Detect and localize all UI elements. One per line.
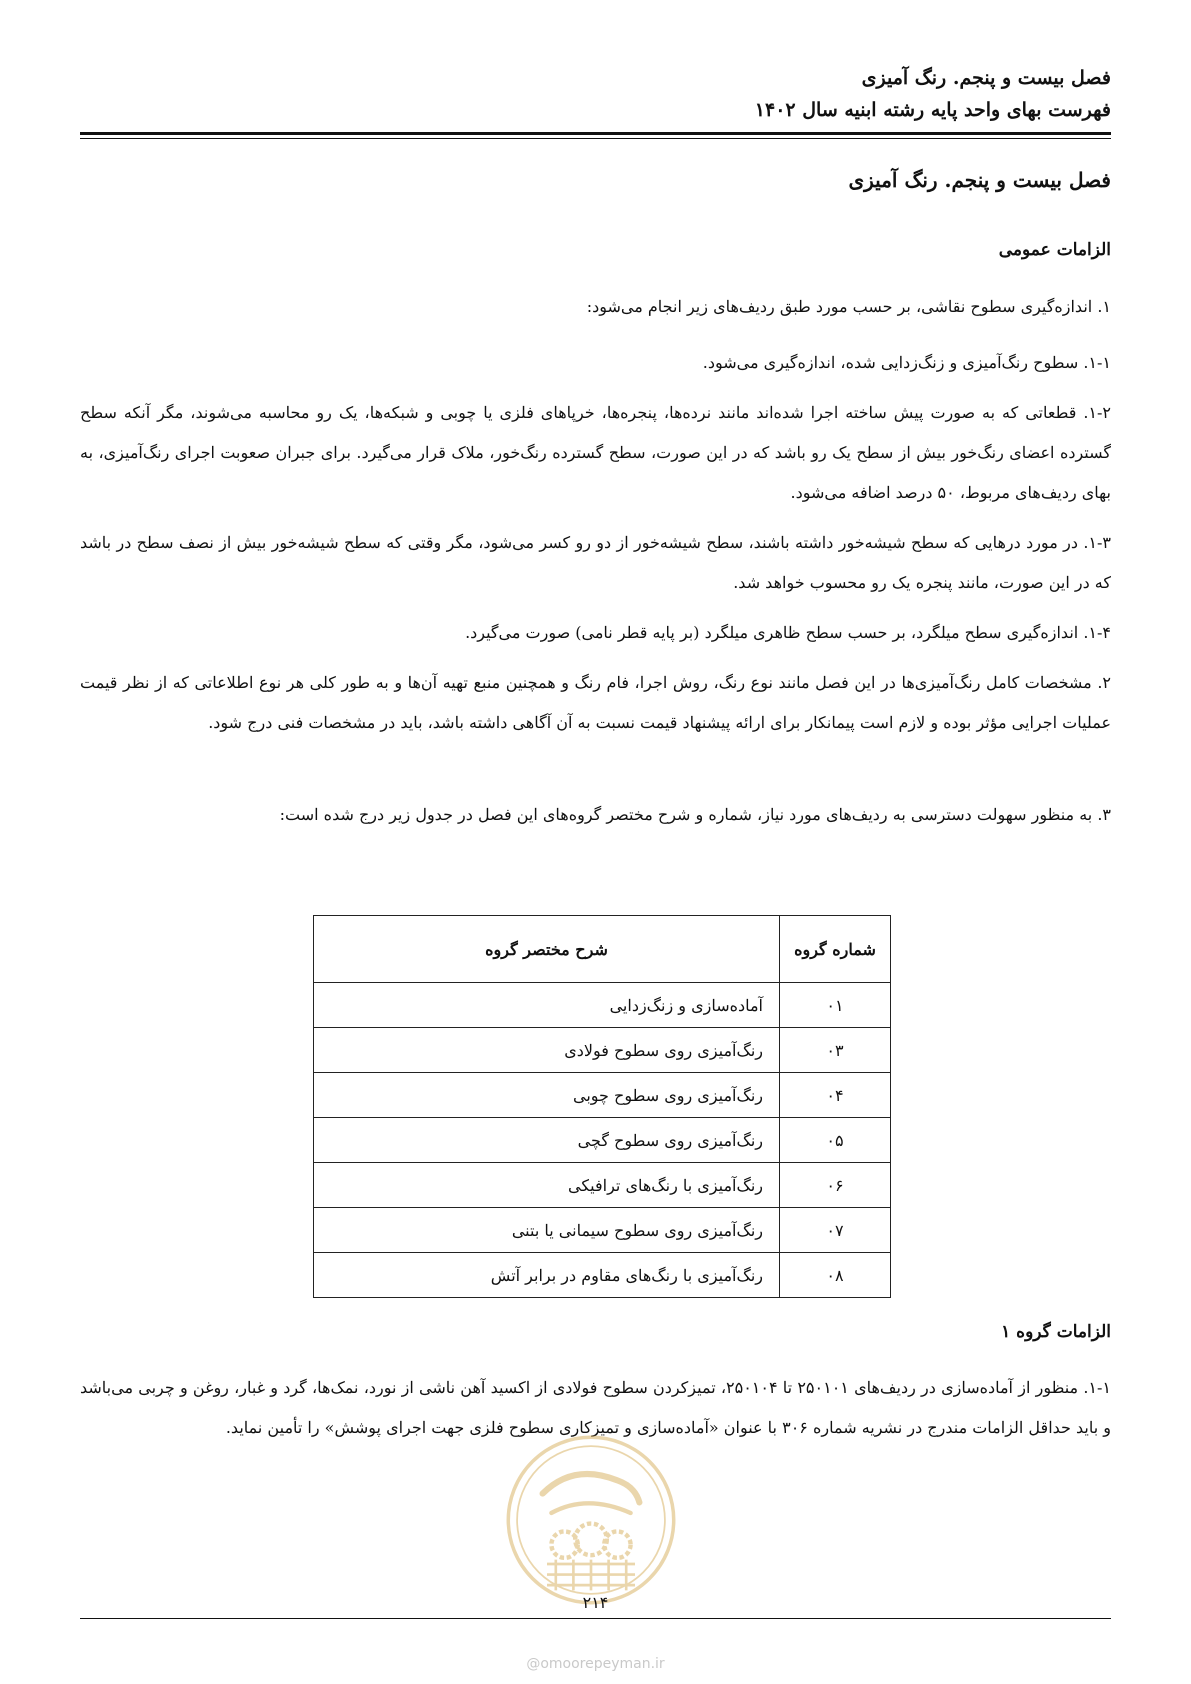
chapter-title: فصل بیست و پنجم. رنگ آمیزی (848, 168, 1111, 192)
seal-watermark-icon (503, 1432, 679, 1608)
groups-table (313, 915, 891, 1298)
table-row (314, 983, 891, 1028)
paragraph-1-2: ۱-۲. قطعاتی که به صورت پیش ساخته اجرا شده‌اند مانند نرده‌ها، پنجره‌ها، خرپاهای فلزی یا چوبی و شبکه‌ها، یک رو محاسبه می‌شوند، مگر آنکه سطح گسترده اعضای رنگ‌خور بیش از سطح یک رو باشد که در این صورت، سطح گسترده رنگ‌خور، ملاک قرار می‌گیرد. برای جبران صعوبت اجرای رنگ‌آمیزی، به بهای ردیف‌های مربوط، ۵۰ درصد اضافه می‌شود. (80, 403, 1111, 502)
group-number-cell: ۰۵ (780, 1118, 891, 1163)
column-header-group-number: شماره گروه (780, 916, 891, 983)
table-row (314, 1028, 891, 1073)
table-header-row (314, 916, 891, 983)
table-row (314, 1208, 891, 1253)
group-description-cell: رنگ‌آمیزی روی سطوح سیمانی یا بتنی (314, 1208, 780, 1253)
group-number-cell: ۰۴ (780, 1073, 891, 1118)
table-row (314, 1163, 891, 1208)
watermark-url: @omoorepeyman.ir (526, 1656, 665, 1672)
group-description-cell: رنگ‌آمیزی با رنگ‌های ترافیکی (314, 1163, 780, 1208)
group-description-cell: آماده‌سازی و زنگ‌زدایی (314, 983, 780, 1028)
table-row (314, 1073, 891, 1118)
table-row (314, 1118, 891, 1163)
paragraph-2: ۲. مشخصات کامل رنگ‌آمیزی‌ها در این فصل مانند نوع رنگ، روش اجرا، فام رنگ و همچنین منبع تهیه آن‌ها و به طور کلی هر نوع اطلاعاتی که از نظر قیمت عملیات اجرایی مؤثر بوده و لازم است پیمانکار برای ارائه پیشنهاد قیمت نسبت به آن آگاهی داشته باشد، باید در مشخصات فنی درج شود. (80, 673, 1111, 732)
group-number-cell: ۰۸ (780, 1253, 891, 1298)
header-document-title: فهرست بهای واحد پایه رشته ابنیه سال ۱۴۰۲ (754, 99, 1111, 121)
page-number: ۲۱۴ (582, 1593, 609, 1612)
paragraph-1: ۱. اندازه‌گیری سطوح نقاشی، بر حسب مورد طبق ردیف‌های زیر انجام می‌شود: (586, 297, 1111, 316)
group-number-cell: ۰۳ (780, 1028, 891, 1073)
group-number-cell: ۰۶ (780, 1163, 891, 1208)
footer-rule (80, 1618, 1111, 1619)
paragraph-1-1: ۱-۱. سطوح رنگ‌آمیزی و زنگ‌زدایی شده، اندازه‌گیری می‌شود. (702, 353, 1111, 372)
group-number-cell: ۰۷ (780, 1208, 891, 1253)
group-description-cell: رنگ‌آمیزی روی سطوح فولادی (314, 1028, 780, 1073)
header-chapter: فصل بیست و پنجم. رنگ آمیزی (861, 67, 1111, 89)
table-row (314, 1253, 891, 1298)
page-header (755, 62, 1111, 126)
header-rule-thick (80, 132, 1111, 135)
column-header-group-description: شرح مختصر گروه (314, 916, 780, 983)
paragraph-1-4: ۱-۴. اندازه‌گیری سطح میلگرد، بر حسب سطح ظاهری میلگرد (بر پایه قطر نامی) صورت می‌گیرد. (465, 623, 1111, 642)
paragraph-3: ۳. به منظور سهولت دسترسی به ردیف‌های مورد نیاز، شماره و شرح مختصر گروه‌های این فصل در جدول زیر درج شده است: (279, 805, 1111, 824)
paragraph-1-3: ۱-۳. در مورد درهایی که سطح شیشه‌خور داشته باشند، سطح شیشه‌خور از دو رو کسر می‌شود، مگر وقتی که سطح شیشه‌خور بیش از نصف سطح در باشد که در این صورت، مانند پنجره یک رو محسوب خواهد شد. (80, 533, 1111, 592)
group1-requirements-heading: الزامات گروه ۱ (1001, 1322, 1111, 1342)
group-description-cell: رنگ‌آمیزی با رنگ‌های مقاوم در برابر آتش (314, 1253, 780, 1298)
group1-paragraph-1-1: ۱-۱. منظور از آماده‌سازی در ردیف‌های ۲۵۰۱۰۱ تا ۲۵۰۱۰۴، تمیزکردن سطوح فولادی از اکسید آهن ناشی از نورد، نمک‌ها، گرد و غبار، روغن و چربی می‌باشد و باید حداقل الزامات مندرج در نشریه شماره ۳۰۶ با عنوان «آماده‌سازی و تمیزکاری سطوح فلزی جهت اجرای پوشش» را تأمین نماید. (80, 1378, 1111, 1437)
header-rule-thin (80, 138, 1111, 139)
general-requirements-heading: الزامات عمومی (998, 240, 1111, 260)
group-description-cell: رنگ‌آمیزی روی سطوح گچی (314, 1118, 780, 1163)
group-description-cell: رنگ‌آمیزی روی سطوح چوبی (314, 1073, 780, 1118)
group-number-cell: ۰۱ (780, 983, 891, 1028)
